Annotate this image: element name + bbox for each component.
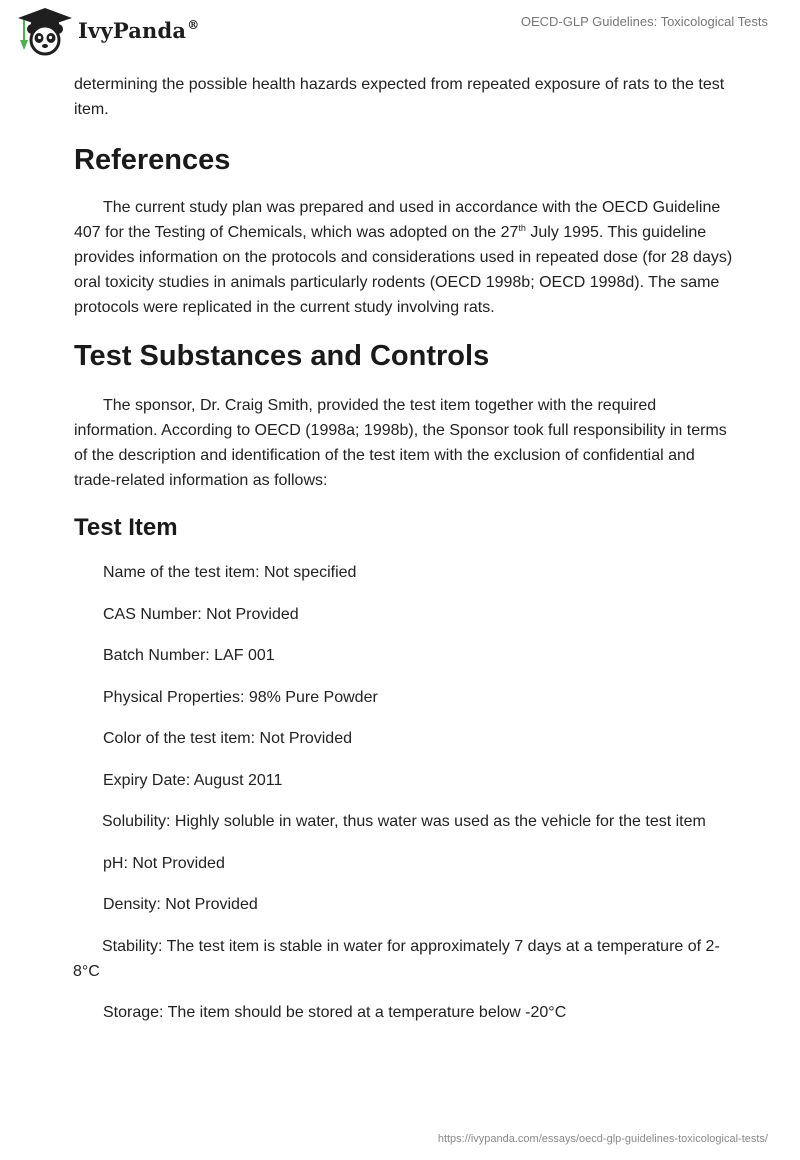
page-header (0, 0, 800, 64)
test-item-heading: Test Item (74, 514, 178, 541)
intro-paragraph-tail: determining the possible health hazards expected from repeated exposure of rats to the test item. (74, 76, 725, 118)
panda-graduate-logo-icon (14, 7, 76, 57)
source-url[interactable]: https://ivypanda.com/essays/oecd-glp-guidelines-toxicological-tests/ (437, 1133, 768, 1145)
references-text-end: July 1995. This guideline provides information on the protocols and considerations used in repeated dose (for 28 days) oral toxicity studies in animals particularly rodents (OECD 1998b; OECD 1998d). The same protocols were replicated in the current study involving rats. (74, 224, 733, 316)
essay-content (74, 72, 734, 1042)
list-item: Storage: The item should be stored at a temperature below -20°C (103, 1004, 567, 1021)
list-item: CAS Number: Not Provided (103, 605, 299, 623)
test-item-list (74, 560, 734, 1025)
list-item: Stability: The test item is stable in water for approximately 7 days at a temperature of 2-8°C (73, 937, 720, 980)
list-item: Batch Number: LAF 001 (103, 647, 275, 664)
test-substances-paragraph: The sponsor, Dr. Craig Smith, provided the test item together with the required information. According to OECD (1998a; 1998b), the Sponsor took full responsibility in terms of the description and identification of the test item with the exclusion of confidential and trade-related information as follows: (74, 397, 727, 489)
list-item: pH: Not Provided (103, 854, 225, 872)
list-item: Name of the test item: Not specified (103, 564, 357, 581)
ivypanda-logo[interactable] (14, 7, 204, 57)
running-title: OECD-GLP Guidelines: Toxicological Tests (520, 14, 768, 29)
test-substances-heading: Test Substances and Controls (74, 340, 490, 372)
brand-text: IvyPanda (78, 18, 187, 43)
list-item: Solubility: Highly soluble in water, thus water was used as the vehicle for the test item (102, 813, 706, 830)
list-item: Color of the test item: Not Provided (103, 730, 352, 747)
list-item: Physical Properties: 98% Pure Powder (103, 688, 378, 706)
brand-name (78, 18, 199, 43)
date-ordinal-suffix: th (518, 223, 526, 233)
references-text-start: The current study plan was prepared and used in accordance with the OECD Guideline 407 for the Testing of Chemicals, which was adopted on the 27 (74, 199, 721, 241)
references-heading: References (74, 144, 231, 176)
list-item: Density: Not Provided (103, 896, 258, 913)
registered-mark: ® (187, 18, 200, 32)
list-item: Expiry Date: August 2011 (103, 771, 283, 789)
references-paragraph (74, 195, 734, 320)
